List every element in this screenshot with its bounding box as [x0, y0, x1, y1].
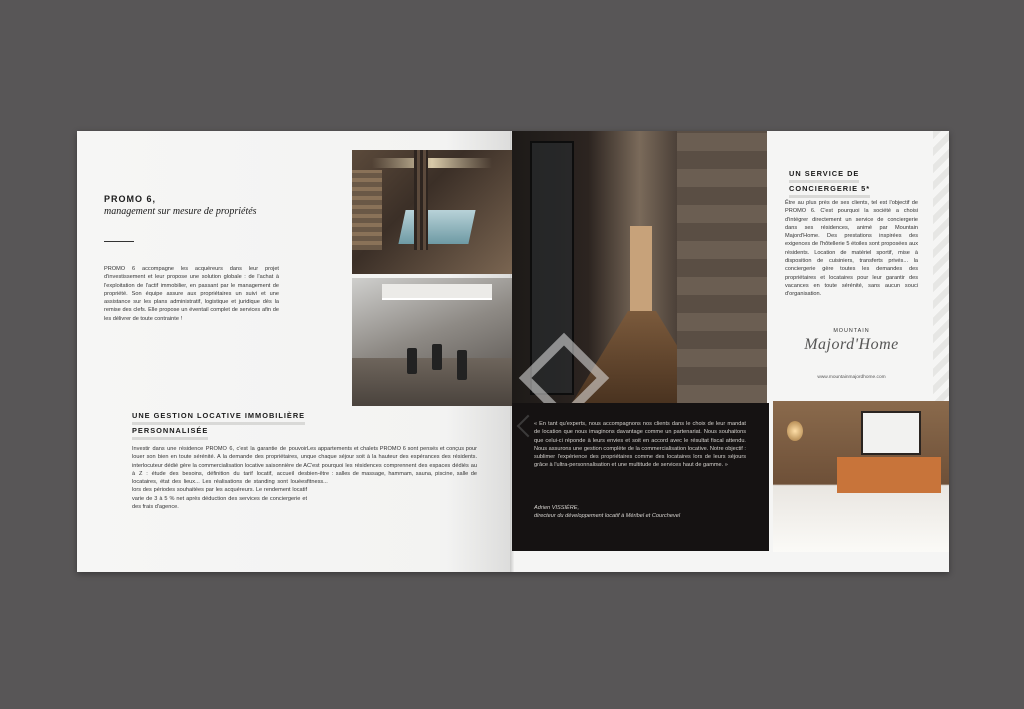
title-divider — [104, 241, 134, 242]
intro-paragraph: PROMO 6 accompagne les acquéreurs dans leur projet d'investissement et leur propose une solution globale : de l'achat à l'exploitation de l'actif immobilier, en passant par le management de propriété. Son équipe assure aux propriétaires un suivi et une assistance sur les plans administratif, logistique et juridique dès la remise des clefs. Elle propose un éventail complet de services afin de les délivrer de toute contrainte ! — [104, 266, 279, 322]
logo-url: www.mountainmajordhome.com — [817, 375, 886, 380]
brochure-spread — [77, 131, 949, 572]
section-title-conciergerie: UN SERVICE DE CONCIERGERIE 5* — [789, 168, 919, 198]
quote-author — [534, 504, 680, 521]
stripe-decoration — [933, 131, 949, 401]
gestion-column-2: Les appartements et chalets PROMO 6 sont pensés et conçus pour que chaque séjour soit à la hauteur des espérances des résidents. C'est pourquoi les résidences comprennent des espaces dédiés au bien-être : salles de massage, hammam, sauna, piscine, salle de fitness... — [307, 446, 477, 486]
section-title-gestion: UNE GESTION LOCATIVE IMMOBILIÈRE PERSONNALISÉE — [132, 410, 322, 440]
logo-mountain-text: MOUNTAIN — [833, 328, 870, 334]
gym-photo — [352, 278, 512, 406]
page-title: PROMO 6, — [104, 194, 157, 204]
spa-photo — [352, 150, 512, 274]
bedroom-photo — [773, 401, 949, 552]
heading-block — [104, 194, 257, 217]
logo-majordhome: Majord'Home — [804, 336, 899, 353]
conciergerie-paragraph: Être au plus près de ses clients, tel est l'objectif de PROMO 6. C'est pourquoi la société a choisi d'intégrer directement un service de conciergerie dans ses résidences, animé par Mountain Majord'Home. Des prestations inspirées des exigences de l'hôtellerie 5 étoiles sont proposées aux résidents. Location de matériel sportif, mise à disposition de cuisiniers, transferts privés... la conciergerie gère toutes les demandes des propriétaires et locataires pour leur garantir des vacances en toute sérénité, sans aucun souci d'organisation. — [785, 200, 918, 298]
author-name: Adrien VISSIÈRE, — [534, 505, 580, 511]
author-role: directeur du développement locatif à Méribel et Courchevel — [534, 513, 681, 520]
quote-text: « En tant qu'experts, nous accompagnons nos clients dans le choix de leur mandat de location que nous imaginons davantage comme un partenariat. Nous souhaitons que celui-ci réponde à leurs envies et soit en accord avec le résultat fiscal attendu. Nous assurons une gestion complète de la commercialisation locative. Notre objectif : sublimer l'expérience des propriétaires comme des locataires lors de leurs séjours grâce à l'ultra-personnalisation et une multitude de services haut de gamme. » — [534, 421, 746, 469]
gestion-column-1: Investir dans une résidence PROMO 6, c'est la garantie de pouvoir louer son bien en toute sérénité. A la demande des propriétaires, un interlocuteur dédié gère la commercialisation locative saisonnière de A à Z : étude des besoins, définition du tarif locatif, accueil des locataires, état des lieux... Les réalisations de standing sont louées lors des périodes souhaitées par les acquéreurs. Le rendement locatif varie de 3 à 5 % net après déduction des services de conciergerie et des frais d'agence. — [132, 446, 307, 511]
quote-box — [512, 403, 769, 551]
page-subtitle: management sur mesure de propriétés — [104, 206, 257, 217]
